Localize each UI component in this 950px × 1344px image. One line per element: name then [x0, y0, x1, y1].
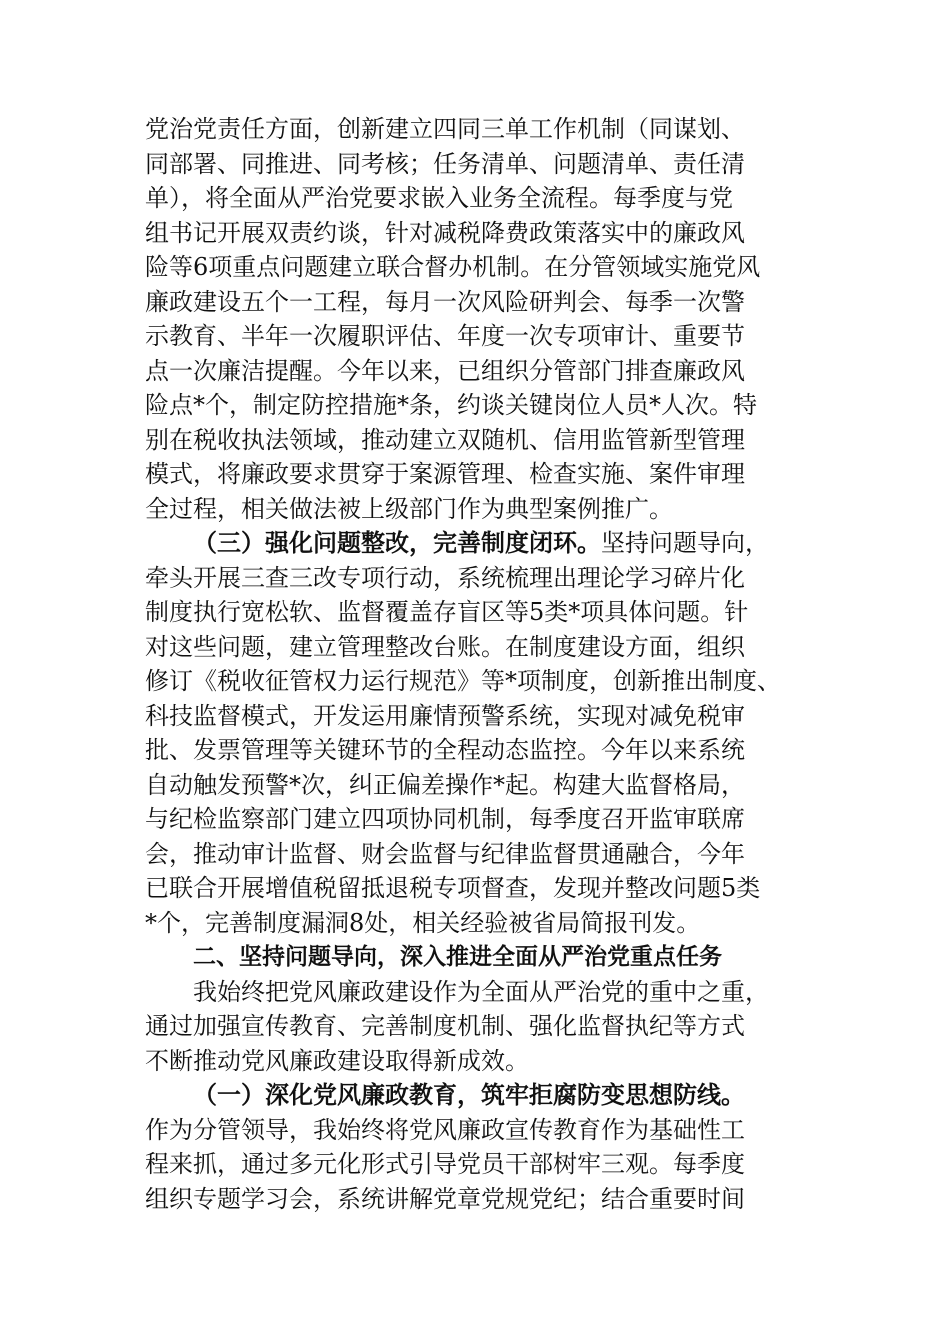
subsection-paragraph-line: [145, 526, 807, 561]
paragraph-line: 示教育、半年一次履职评估、年度一次专项审计、重要节: [145, 322, 745, 350]
paragraph-line: 程来抓，通过多元化形式引导党员干部树牢三观。每季度: [145, 1150, 745, 1178]
paragraph-line: 险等6项重点问题建立联合督办机制。在分管领域实施党风: [145, 253, 761, 281]
paragraph-line: 党治党责任方面，创新建立四同三单工作机制（同谋划、: [145, 115, 745, 143]
paragraph-line: 险点*个，制定防控措施*条，约谈关键岗位人员*人次。特: [145, 391, 757, 419]
paragraph-line: *个，完善制度漏洞8处，相关经验被省局简报刊发。: [145, 908, 701, 937]
document-body: [145, 112, 807, 1216]
paragraph-line: 组书记开展双责约谈，针对减税降费政策落实中的廉政风: [145, 218, 745, 247]
subsection-paragraph-line: [145, 1078, 807, 1113]
paragraph-line: 同部署、同推进、同考核；任务清单、问题清单、责任清: [145, 149, 745, 178]
subsection-title: （三）强化问题整改，完善制度闭环。: [193, 528, 601, 557]
paragraph-line: 牵头开展三查三改专项行动，系统梳理出理论学习碎片化: [145, 563, 745, 592]
paragraph-line: 修订《税收征管权力运行规范》等*项制度，创新推出制度、: [145, 667, 781, 695]
subsection-title: （一）深化党风廉政教育，筑牢拒腐防变思想防线。: [193, 1080, 745, 1109]
paragraph-line: 科技监督模式，开发运用廉情预警系统，实现对减免税审: [145, 701, 745, 730]
paragraph-line: 全过程，相关做法被上级部门作为典型案例推广。: [145, 494, 673, 523]
paragraph-line: 别在税收执法领域，推动建立双随机、信用监管新型管理: [145, 425, 745, 454]
paragraph-line: 廉政建设五个一工程，每月一次风险研判会、每季一次警: [145, 287, 745, 316]
paragraph-line: 批、发票管理等关键环节的全程动态监控。今年以来系统: [145, 736, 745, 764]
paragraph-line: 不断推动党风廉政建设取得新成效。: [145, 1046, 529, 1075]
paragraph-line: 组织专题学习会，系统讲解党章党规党纪；结合重要时间: [145, 1184, 745, 1213]
paragraph-line: 对这些问题，建立管理整改台账。在制度建设方面，组织: [145, 632, 745, 661]
paragraph-line: 单），将全面从严治党要求嵌入业务全流程。每季度与党: [145, 184, 733, 212]
paragraph-line: 点一次廉洁提醒。今年以来，已组织分管部门排查廉政风: [145, 356, 745, 385]
paragraph-line: 会，推动审计监督、财会监督与纪律监督贯通融合，今年: [145, 839, 745, 868]
paragraph-line: 模式，将廉政要求贯穿于案源管理、检查实施、案件审理: [145, 460, 745, 488]
paragraph-line: 已联合开展增值税留抵退税专项督查，发现并整改问题5类: [145, 874, 761, 902]
paragraph-line: 制度执行宽松软、监督覆盖存盲区等5类*项具体问题。针: [145, 598, 749, 626]
paragraph-line: 与纪检监察部门建立四项协同机制，每季度召开监审联席: [145, 805, 745, 833]
paragraph-line: 作为分管领导，我始终将党风廉政宣传教育作为基础性工: [145, 1115, 745, 1144]
paragraph-line: 通过加强宣传教育、完善制度机制、强化监督执纪等方式: [145, 1012, 745, 1040]
paragraph-line: 自动触发预警*次，纠正偏差操作*起。构建大监督格局，: [145, 770, 745, 799]
section-heading: 二、坚持问题导向，深入推进全面从严治党重点任务: [193, 944, 722, 970]
subsection-text: 坚持问题导向，: [601, 529, 769, 557]
paragraph-line: 我始终把党风廉政建设作为全面从严治党的重中之重，: [193, 977, 769, 1006]
